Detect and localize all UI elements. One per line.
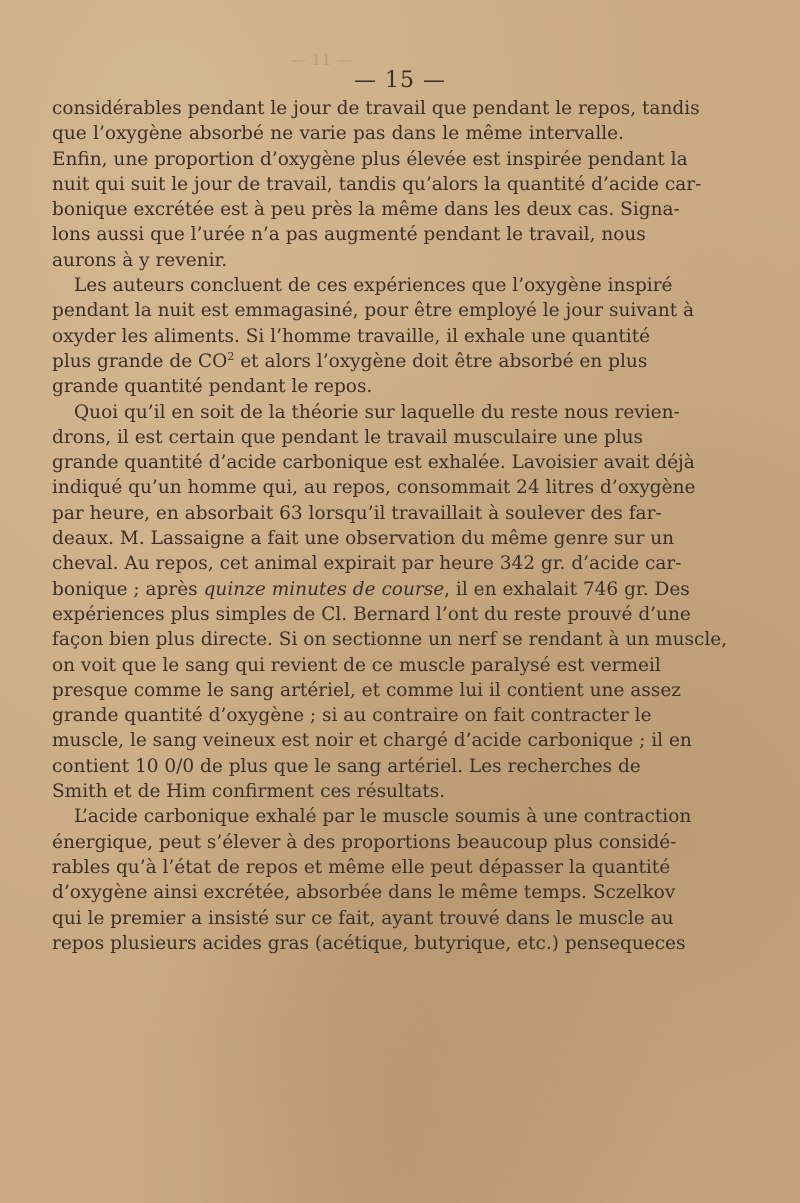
- text-line: oxyder les aliments. Si l’homme travaille, il exhale une quantité: [52, 325, 651, 347]
- page-number: — 15 —: [354, 68, 446, 93]
- text-line: repos plusieurs acides gras (acétique, butyrique, etc.) pensequeces: [52, 932, 686, 954]
- text-line: aurons à y revenir.: [52, 249, 228, 271]
- text-line: expériences plus simples de Cl. Bernard l’ont du reste prouvé d’une: [52, 603, 691, 625]
- text-line: d’oxygène ainsi excrétée, absorbée dans le même temps. Sczelkov: [52, 882, 676, 904]
- text-line: contient 10 0/0 de plus que le sang artériel. Les recherches de: [52, 755, 641, 777]
- text-line: nuit qui suit le jour de travail, tandis qu’alors la quantité d’acide car-: [52, 173, 702, 195]
- text-line: drons, il est certain que pendant le travail musculaire une plus: [52, 426, 644, 448]
- pre-italic-text: bonique ; après: [52, 578, 204, 600]
- text-line: presque comme le sang artériel, et comme lui il contient une assez: [52, 679, 682, 701]
- text-line: cheval. Au repos, cet animal expirait par heure 342 gr. d’acide car-: [52, 553, 682, 575]
- text-line: grande quantité pendant le repos.: [52, 376, 373, 398]
- text-line: que l’oxygène absorbé ne varie pas dans le même intervalle.: [52, 123, 624, 145]
- text-line: Quoi qu’il en soit de la théorie sur laquelle du reste nous revien-: [74, 401, 680, 423]
- text-line: Les auteurs concluent de ces expériences que l’oxygène inspiré: [74, 275, 673, 297]
- text-line: Enfin, une proportion d’oxygène plus élevée est inspirée pendant la: [52, 148, 688, 170]
- text-line: Smith et de Him confirment ces résultats.: [52, 781, 446, 803]
- show-through-text: — 11 —: [290, 50, 353, 69]
- co2-text: plus grande de CO: [52, 350, 228, 372]
- text-line-italic: [52, 577, 690, 602]
- post-italic-text: , il en exhalait 746 gr. Des: [444, 578, 690, 600]
- text-line: pendant la nuit est emmagasiné, pour être employé le jour suivant à: [52, 300, 695, 322]
- text-line: considérables pendant le jour de travail que pendant le repos, tandis: [52, 98, 700, 119]
- text-line: qui le premier a insisté sur ce fait, ayant trouvé dans le muscle au: [52, 907, 674, 929]
- text-line: on voit que le sang qui revient de ce muscle paralysé est vermeil: [52, 654, 661, 676]
- text-line-co2: [52, 349, 648, 374]
- text-line: grande quantité d’acide carbonique est exhalée. Lavoisier avait déjà: [52, 452, 695, 474]
- italic-phrase: quinze minutes de course: [203, 578, 445, 600]
- text-line: deaux. M. Lassaigne a fait une observation du même genre sur un: [52, 528, 675, 550]
- text-line: par heure, en absorbait 63 lorsqu’il travaillait à soulever des far-: [52, 502, 662, 524]
- text-line: muscle, le sang veineux est noir et chargé d’acide carbonique ; il en: [52, 730, 692, 752]
- text-line: lons aussi que l’urée n’a pas augmenté pendant le travail, nous: [52, 224, 646, 246]
- text-line: rables qu’à l’état de repos et même elle peut dépasser la quantité: [52, 856, 671, 878]
- text-line: façon bien plus directe. Si on sectionne un nerf se rendant à un muscle,: [52, 629, 728, 651]
- text-line: grande quantité d’oxygène ; si au contraire on fait contracter le: [52, 705, 652, 727]
- co2-rest: et alors l’oxygène doit être absorbé en plus: [234, 350, 648, 372]
- body-text: [52, 96, 728, 956]
- text-line: indiqué qu’un homme qui, au repos, consommait 24 litres d’oxygène: [52, 477, 696, 499]
- text-line: L’acide carbonique exhalé par le muscle soumis à une contraction: [74, 806, 692, 828]
- text-line: énergique, peut s’élever à des proportions beaucoup plus considé-: [52, 831, 677, 853]
- text-line: bonique excrétée est à peu près la même dans les deux cas. Signa-: [52, 199, 680, 221]
- co2-superscript: 2: [227, 349, 235, 363]
